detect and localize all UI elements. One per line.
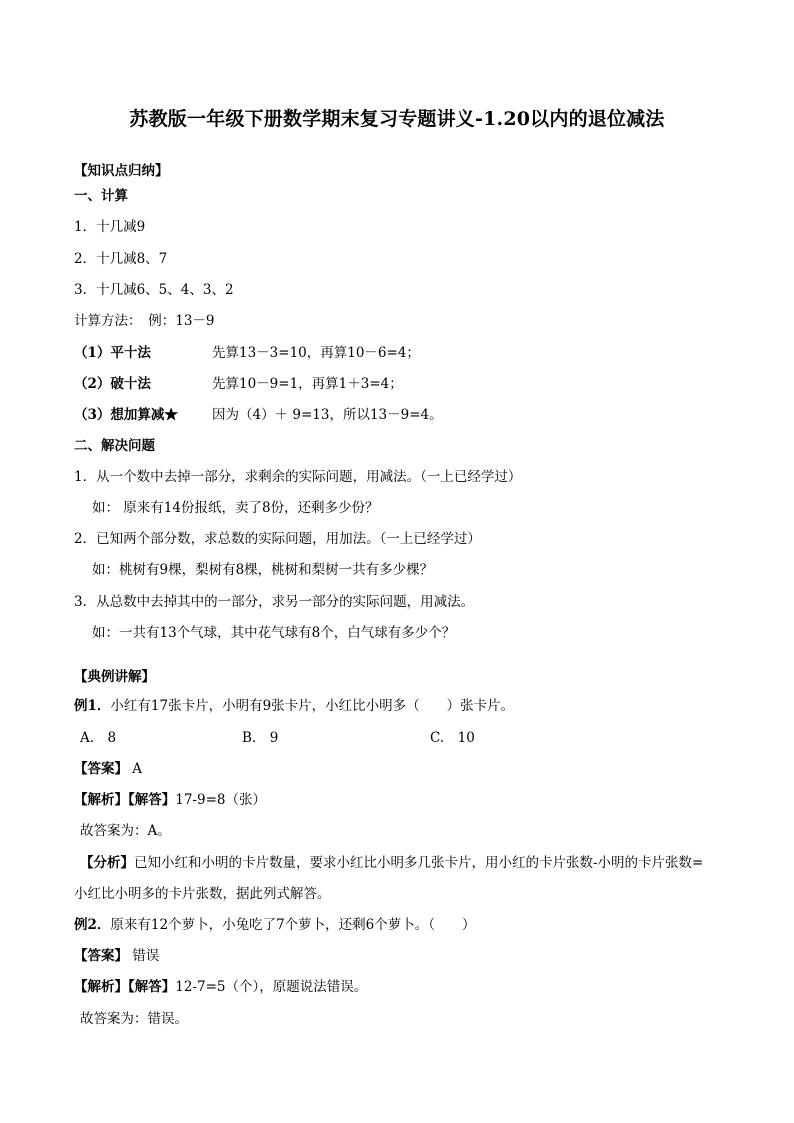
problem-example: 如： 原来有14份报纸，卖了8份，还剩多少份？ [92, 500, 379, 516]
analysis-tag: 【解析】【解答】 [74, 792, 176, 808]
example1-fenxi-text-cont: 小红比小明多的卡片张数，据此列式解答。 [74, 886, 331, 902]
method-text: 先算10－9=1，再算1＋3=4； [212, 376, 403, 392]
example1-option-a: A. 8 [80, 730, 117, 746]
example1-question-line [74, 697, 514, 715]
example1-analysis-line [74, 791, 266, 809]
examples-heading: 【典例讲解】 [74, 669, 155, 685]
method-label: （3）想加算减★ [74, 407, 178, 423]
example1-fenxi-text: 已知小红和小明的卡片数量，要求小红比小明多几张卡片，用小红的卡片张数-小明的卡片张数= [134, 855, 704, 871]
example2-answer: 错误 [132, 948, 160, 964]
calc-item: 2．十几减8、7 [74, 251, 168, 267]
example2-analysis: 12-7=5（个），原题说法错误。 [175, 979, 368, 995]
section2-title: 二、解决问题 [74, 438, 155, 454]
problem-rule: 3．从总数中去掉其中的一部分，求另一部分的实际问题，用减法。 [74, 594, 475, 610]
example1-conclusion: 故答案为：A。 [80, 823, 171, 839]
method-row [74, 344, 151, 362]
example1-option-b: B. 9 [242, 730, 279, 746]
example1-label: 例1． [74, 698, 111, 714]
example2-conclusion: 故答案为：错误。 [80, 1011, 188, 1027]
method-intro: 计算方法： 例：13－9 [74, 313, 215, 329]
method-label: （1）平十法 [74, 345, 151, 361]
example2-question: 原来有12个萝卜，小兔吃了7个萝卜，还剩6个萝卜。（ ） [110, 917, 476, 933]
calc-item: 3．十几减6、5、4、3、2 [74, 282, 234, 298]
analysis-tag: 【解析】【解答】 [74, 979, 176, 995]
answer-tag: 【答案】 [74, 948, 128, 964]
example1-answer-line [74, 760, 142, 778]
problem-rule: 1．从一个数中去掉一部分，求剩余的实际问题，用减法。（一上已经学过） [74, 469, 522, 485]
fenxi-tag: 【分析】 [80, 855, 134, 871]
example1-answer: A [132, 761, 143, 777]
example1-analysis: 17-9=8（张） [175, 792, 266, 808]
method-row [74, 375, 151, 393]
method-label: （2）破十法 [74, 376, 151, 392]
example2-question-line [74, 916, 476, 934]
document-title: 苏教版一年级下册数学期末复习专题讲义-1.20以内的退位减法 [129, 108, 665, 130]
example1-option-c: C. 10 [430, 730, 475, 746]
method-text: 因为（4）＋ 9=13，所以13－9=4。 [212, 407, 443, 423]
knowledge-heading: 【知识点归纳】 [74, 163, 169, 179]
method-text: 先算13－3=10，再算10－6=4； [212, 345, 420, 361]
example1-fenxi-line [80, 854, 703, 872]
problem-example: 如：一共有13个气球，其中花气球有8个，白气球有多少个？ [92, 625, 456, 641]
problem-example: 如：桃树有9棵，梨树有8棵，桃树和梨树一共有多少棵？ [92, 562, 434, 578]
example2-analysis-line [74, 978, 367, 996]
example2-answer-line [74, 947, 159, 965]
section1-title: 一、计算 [74, 188, 128, 204]
method-row [74, 406, 178, 424]
example2-label: 例2． [74, 917, 111, 933]
answer-tag: 【答案】 [74, 761, 128, 777]
calc-item: 1．十几减9 [74, 219, 146, 235]
problem-rule: 2．已知两个部分数，求总数的实际问题，用加法。（一上已经学过） [74, 531, 481, 547]
example1-question: 小红有17张卡片，小明有9张卡片，小红比小明多（ ）张卡片。 [110, 698, 515, 714]
